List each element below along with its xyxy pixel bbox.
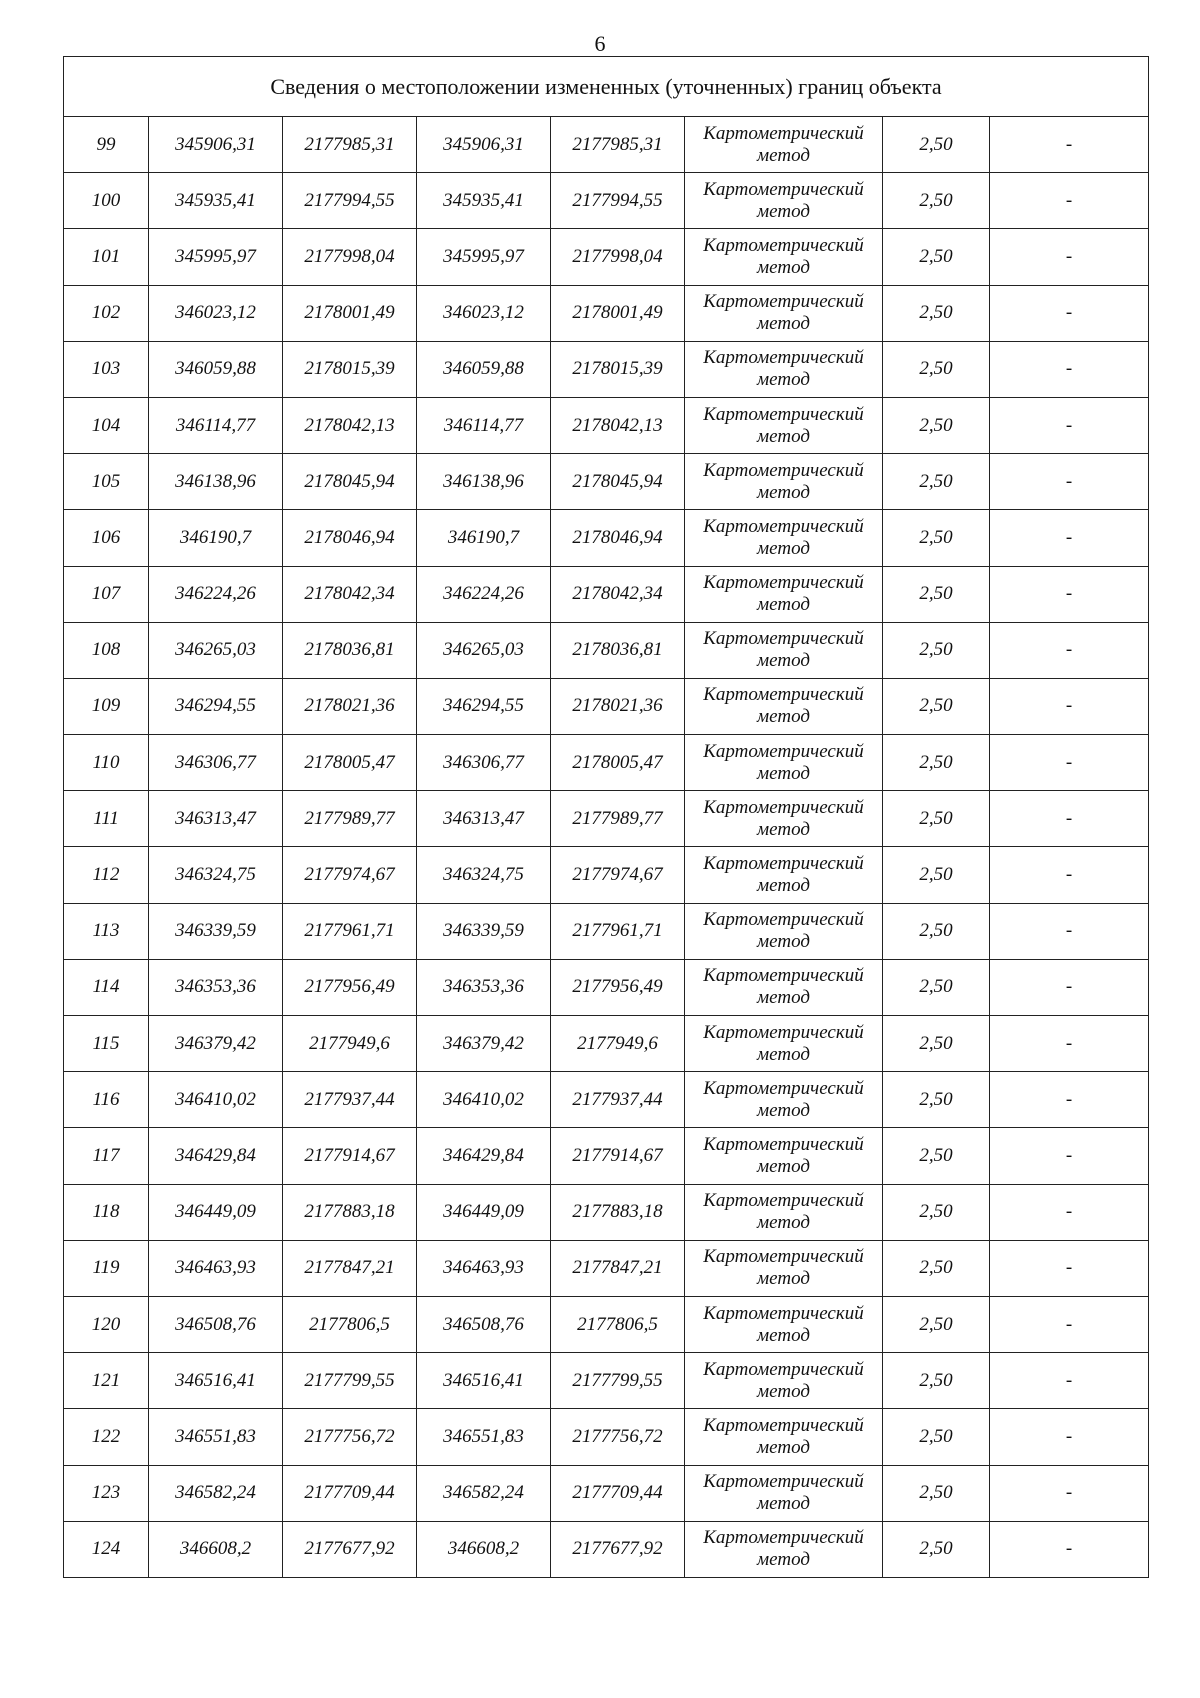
- existing-y-cell: 2178005,47: [283, 735, 417, 791]
- table-title: Сведения о местоположении измененных (уточненных) границ объекта: [64, 57, 1149, 117]
- note-cell: -: [990, 566, 1149, 622]
- accuracy-cell: 2,50: [883, 791, 990, 847]
- refined-y-cell: 2177847,21: [551, 1240, 685, 1296]
- table-row: [64, 1521, 1149, 1577]
- method-line-1: Картометрический: [703, 1471, 864, 1493]
- existing-y-cell: 2177974,67: [283, 847, 417, 903]
- refined-x-cell: 346379,42: [417, 1016, 551, 1072]
- table-row: [64, 1016, 1149, 1072]
- note-cell: -: [990, 959, 1149, 1015]
- method-line-2: метод: [757, 1493, 810, 1515]
- method-line-2: метод: [757, 144, 810, 166]
- refined-y-cell: 2177949,6: [551, 1016, 685, 1072]
- accuracy-cell: 2,50: [883, 341, 990, 397]
- page-number: 6: [594, 31, 606, 56]
- existing-x-cell: 346608,2: [149, 1521, 283, 1577]
- existing-y-cell: 2177883,18: [283, 1184, 417, 1240]
- method-line-2: метод: [757, 1099, 810, 1121]
- accuracy-cell: 2,50: [883, 1016, 990, 1072]
- point-number-cell: 106: [64, 510, 149, 566]
- method-line-1: Картометрический: [703, 1414, 864, 1436]
- note-cell: -: [990, 791, 1149, 847]
- table-row: [64, 1465, 1149, 1521]
- method-line-2: метод: [757, 1436, 810, 1458]
- existing-y-cell: 2177956,49: [283, 959, 417, 1015]
- existing-y-cell: 2177756,72: [283, 1409, 417, 1465]
- method-line-1: Картометрический: [703, 740, 864, 762]
- refined-y-cell: 2177677,92: [551, 1521, 685, 1577]
- method-line-1: Картометрический: [703, 178, 864, 200]
- method-cell: [685, 1016, 883, 1072]
- method-line-1: Картометрический: [703, 965, 864, 987]
- refined-x-cell: 346410,02: [417, 1072, 551, 1128]
- table-row: [64, 791, 1149, 847]
- method-cell: [685, 510, 883, 566]
- point-number-cell: 119: [64, 1240, 149, 1296]
- refined-y-cell: 2178045,94: [551, 454, 685, 510]
- refined-y-cell: 2178042,13: [551, 397, 685, 453]
- accuracy-cell: 2,50: [883, 903, 990, 959]
- existing-x-cell: 346516,41: [149, 1353, 283, 1409]
- existing-x-cell: 346463,93: [149, 1240, 283, 1296]
- refined-y-cell: 2178015,39: [551, 341, 685, 397]
- method-line-2: метод: [757, 1155, 810, 1177]
- method-line-1: Картометрический: [703, 628, 864, 650]
- table-row: [64, 1128, 1149, 1184]
- note-cell: -: [990, 454, 1149, 510]
- method-line-1: Картометрический: [703, 291, 864, 313]
- existing-y-cell: 2177806,5: [283, 1296, 417, 1352]
- refined-x-cell: 345906,31: [417, 117, 551, 173]
- method-cell: [685, 117, 883, 173]
- refined-x-cell: 345935,41: [417, 173, 551, 229]
- method-cell: [685, 903, 883, 959]
- accuracy-cell: 2,50: [883, 229, 990, 285]
- point-number-cell: 107: [64, 566, 149, 622]
- method-line-2: метод: [757, 594, 810, 616]
- method-line-1: Картометрический: [703, 684, 864, 706]
- existing-y-cell: 2177994,55: [283, 173, 417, 229]
- existing-x-cell: 346190,7: [149, 510, 283, 566]
- existing-x-cell: 346582,24: [149, 1465, 283, 1521]
- method-line-2: метод: [757, 537, 810, 559]
- table-row: [64, 1409, 1149, 1465]
- method-cell: [685, 285, 883, 341]
- table-row: [64, 510, 1149, 566]
- refined-x-cell: 346190,7: [417, 510, 551, 566]
- existing-y-cell: 2178015,39: [283, 341, 417, 397]
- accuracy-cell: 2,50: [883, 1409, 990, 1465]
- note-cell: -: [990, 1184, 1149, 1240]
- method-line-1: Картометрический: [703, 459, 864, 481]
- refined-y-cell: 2177937,44: [551, 1072, 685, 1128]
- method-line-1: Картометрический: [703, 909, 864, 931]
- refined-x-cell: 346224,26: [417, 566, 551, 622]
- method-cell: [685, 566, 883, 622]
- accuracy-cell: 2,50: [883, 1521, 990, 1577]
- refined-y-cell: 2178001,49: [551, 285, 685, 341]
- accuracy-cell: 2,50: [883, 735, 990, 791]
- note-cell: -: [990, 1465, 1149, 1521]
- method-cell: [685, 341, 883, 397]
- method-line-1: Картометрический: [703, 403, 864, 425]
- refined-x-cell: 346114,77: [417, 397, 551, 453]
- existing-x-cell: 345935,41: [149, 173, 283, 229]
- note-cell: -: [990, 229, 1149, 285]
- existing-y-cell: 2177709,44: [283, 1465, 417, 1521]
- point-number-cell: 113: [64, 903, 149, 959]
- method-line-1: Картометрический: [703, 796, 864, 818]
- note-cell: -: [990, 285, 1149, 341]
- note-cell: -: [990, 1072, 1149, 1128]
- method-cell: [685, 1072, 883, 1128]
- table-row: [64, 341, 1149, 397]
- accuracy-cell: 2,50: [883, 1353, 990, 1409]
- existing-y-cell: 2177949,6: [283, 1016, 417, 1072]
- table-row: [64, 566, 1149, 622]
- refined-x-cell: 346508,76: [417, 1296, 551, 1352]
- table-row: [64, 678, 1149, 734]
- refined-x-cell: 345995,97: [417, 229, 551, 285]
- point-number-cell: 116: [64, 1072, 149, 1128]
- note-cell: -: [990, 1016, 1149, 1072]
- refined-y-cell: 2178042,34: [551, 566, 685, 622]
- refined-x-cell: 346551,83: [417, 1409, 551, 1465]
- existing-x-cell: 346429,84: [149, 1128, 283, 1184]
- note-cell: -: [990, 173, 1149, 229]
- existing-x-cell: 346410,02: [149, 1072, 283, 1128]
- method-line-2: метод: [757, 256, 810, 278]
- method-line-2: метод: [757, 818, 810, 840]
- refined-x-cell: 346138,96: [417, 454, 551, 510]
- refined-x-cell: 346324,75: [417, 847, 551, 903]
- accuracy-cell: 2,50: [883, 173, 990, 229]
- method-line-2: метод: [757, 762, 810, 784]
- existing-x-cell: 346551,83: [149, 1409, 283, 1465]
- note-cell: -: [990, 510, 1149, 566]
- note-cell: -: [990, 1296, 1149, 1352]
- table-row: [64, 903, 1149, 959]
- accuracy-cell: 2,50: [883, 622, 990, 678]
- existing-x-cell: 346294,55: [149, 678, 283, 734]
- existing-y-cell: 2178045,94: [283, 454, 417, 510]
- accuracy-cell: 2,50: [883, 847, 990, 903]
- method-cell: [685, 1296, 883, 1352]
- existing-y-cell: 2178001,49: [283, 285, 417, 341]
- method-line-1: Картометрический: [703, 853, 864, 875]
- point-number-cell: 104: [64, 397, 149, 453]
- method-line-1: Картометрический: [703, 1246, 864, 1268]
- note-cell: -: [990, 1240, 1149, 1296]
- method-line-1: Картометрический: [703, 234, 864, 256]
- accuracy-cell: 2,50: [883, 117, 990, 173]
- table-row: [64, 1353, 1149, 1409]
- accuracy-cell: 2,50: [883, 1240, 990, 1296]
- refined-x-cell: 346353,36: [417, 959, 551, 1015]
- method-line-1: Картометрический: [703, 515, 864, 537]
- existing-y-cell: 2177985,31: [283, 117, 417, 173]
- note-cell: -: [990, 678, 1149, 734]
- refined-x-cell: 346059,88: [417, 341, 551, 397]
- existing-x-cell: 346379,42: [149, 1016, 283, 1072]
- refined-y-cell: 2178021,36: [551, 678, 685, 734]
- existing-y-cell: 2177677,92: [283, 1521, 417, 1577]
- existing-y-cell: 2177799,55: [283, 1353, 417, 1409]
- method-line-2: метод: [757, 481, 810, 503]
- note-cell: -: [990, 397, 1149, 453]
- refined-x-cell: 346339,59: [417, 903, 551, 959]
- method-line-2: метод: [757, 1268, 810, 1290]
- note-cell: -: [990, 847, 1149, 903]
- existing-x-cell: 346265,03: [149, 622, 283, 678]
- method-line-2: метод: [757, 706, 810, 728]
- point-number-cell: 115: [64, 1016, 149, 1072]
- method-line-1: Картометрический: [703, 1133, 864, 1155]
- table-row: [64, 1240, 1149, 1296]
- refined-x-cell: 346429,84: [417, 1128, 551, 1184]
- refined-x-cell: 346463,93: [417, 1240, 551, 1296]
- method-line-2: метод: [757, 931, 810, 953]
- point-number-cell: 101: [64, 229, 149, 285]
- refined-y-cell: 2177806,5: [551, 1296, 685, 1352]
- method-line-2: метод: [757, 425, 810, 447]
- existing-y-cell: 2178036,81: [283, 622, 417, 678]
- existing-x-cell: 346059,88: [149, 341, 283, 397]
- method-line-1: Картометрический: [703, 1358, 864, 1380]
- existing-x-cell: 346313,47: [149, 791, 283, 847]
- refined-x-cell: 346023,12: [417, 285, 551, 341]
- note-cell: -: [990, 1409, 1149, 1465]
- point-number-cell: 105: [64, 454, 149, 510]
- accuracy-cell: 2,50: [883, 397, 990, 453]
- method-line-2: метод: [757, 650, 810, 672]
- refined-x-cell: 346582,24: [417, 1465, 551, 1521]
- table-row: [64, 847, 1149, 903]
- existing-x-cell: 346114,77: [149, 397, 283, 453]
- table-row: [64, 959, 1149, 1015]
- point-number-cell: 118: [64, 1184, 149, 1240]
- method-line-2: метод: [757, 1212, 810, 1234]
- point-number-cell: 100: [64, 173, 149, 229]
- refined-y-cell: 2177985,31: [551, 117, 685, 173]
- refined-x-cell: 346306,77: [417, 735, 551, 791]
- point-number-cell: 111: [64, 791, 149, 847]
- method-cell: [685, 173, 883, 229]
- note-cell: -: [990, 341, 1149, 397]
- point-number-cell: 108: [64, 622, 149, 678]
- refined-y-cell: 2177998,04: [551, 229, 685, 285]
- refined-x-cell: 346265,03: [417, 622, 551, 678]
- accuracy-cell: 2,50: [883, 1072, 990, 1128]
- method-cell: [685, 847, 883, 903]
- method-line-2: метод: [757, 1043, 810, 1065]
- point-number-cell: 120: [64, 1296, 149, 1352]
- note-cell: -: [990, 1353, 1149, 1409]
- accuracy-cell: 2,50: [883, 510, 990, 566]
- method-cell: [685, 1521, 883, 1577]
- existing-x-cell: 346353,36: [149, 959, 283, 1015]
- existing-y-cell: 2178046,94: [283, 510, 417, 566]
- method-cell: [685, 397, 883, 453]
- point-number-cell: 110: [64, 735, 149, 791]
- point-number-cell: 124: [64, 1521, 149, 1577]
- point-number-cell: 109: [64, 678, 149, 734]
- table-row: [64, 454, 1149, 510]
- method-cell: [685, 1184, 883, 1240]
- existing-y-cell: 2177998,04: [283, 229, 417, 285]
- point-number-cell: 122: [64, 1409, 149, 1465]
- method-cell: [685, 1128, 883, 1184]
- point-number-cell: 114: [64, 959, 149, 1015]
- existing-x-cell: 346339,59: [149, 903, 283, 959]
- method-line-1: Картометрический: [703, 1190, 864, 1212]
- refined-x-cell: 346608,2: [417, 1521, 551, 1577]
- method-line-1: Картометрический: [703, 1021, 864, 1043]
- table-row: [64, 735, 1149, 791]
- point-number-cell: 102: [64, 285, 149, 341]
- method-cell: [685, 678, 883, 734]
- existing-x-cell: 346224,26: [149, 566, 283, 622]
- table-row: [64, 622, 1149, 678]
- accuracy-cell: 2,50: [883, 959, 990, 1015]
- existing-y-cell: 2177914,67: [283, 1128, 417, 1184]
- point-number-cell: 112: [64, 847, 149, 903]
- note-cell: -: [990, 622, 1149, 678]
- method-line-1: Картометрический: [703, 1527, 864, 1549]
- method-line-2: метод: [757, 200, 810, 222]
- table-title-row: [64, 57, 1149, 117]
- table-row: [64, 229, 1149, 285]
- existing-y-cell: 2177847,21: [283, 1240, 417, 1296]
- existing-y-cell: 2177937,44: [283, 1072, 417, 1128]
- existing-x-cell: 346023,12: [149, 285, 283, 341]
- refined-y-cell: 2177799,55: [551, 1353, 685, 1409]
- refined-y-cell: 2177914,67: [551, 1128, 685, 1184]
- accuracy-cell: 2,50: [883, 285, 990, 341]
- refined-x-cell: 346294,55: [417, 678, 551, 734]
- refined-y-cell: 2177709,44: [551, 1465, 685, 1521]
- point-number-cell: 123: [64, 1465, 149, 1521]
- refined-y-cell: 2178005,47: [551, 735, 685, 791]
- existing-x-cell: 345906,31: [149, 117, 283, 173]
- existing-x-cell: 345995,97: [149, 229, 283, 285]
- existing-y-cell: 2177989,77: [283, 791, 417, 847]
- method-line-1: Картометрический: [703, 122, 864, 144]
- method-cell: [685, 622, 883, 678]
- note-cell: -: [990, 117, 1149, 173]
- method-line-2: метод: [757, 1380, 810, 1402]
- boundary-coordinates-table: [63, 56, 1149, 1578]
- method-line-1: Картометрический: [703, 572, 864, 594]
- point-number-cell: 103: [64, 341, 149, 397]
- table-row: [64, 117, 1149, 173]
- refined-x-cell: 346449,09: [417, 1184, 551, 1240]
- refined-x-cell: 346516,41: [417, 1353, 551, 1409]
- table-row: [64, 1184, 1149, 1240]
- method-line-1: Картометрический: [703, 1077, 864, 1099]
- existing-x-cell: 346508,76: [149, 1296, 283, 1352]
- accuracy-cell: 2,50: [883, 1184, 990, 1240]
- method-line-2: метод: [757, 369, 810, 391]
- method-line-2: метод: [757, 313, 810, 335]
- note-cell: -: [990, 1521, 1149, 1577]
- table-row: [64, 173, 1149, 229]
- existing-y-cell: 2178042,13: [283, 397, 417, 453]
- existing-y-cell: 2177961,71: [283, 903, 417, 959]
- table-body: [64, 57, 1149, 1578]
- point-number-cell: 121: [64, 1353, 149, 1409]
- method-line-1: Картометрический: [703, 1302, 864, 1324]
- refined-y-cell: 2177961,71: [551, 903, 685, 959]
- existing-x-cell: 346449,09: [149, 1184, 283, 1240]
- method-cell: [685, 454, 883, 510]
- method-line-2: метод: [757, 1549, 810, 1571]
- existing-x-cell: 346324,75: [149, 847, 283, 903]
- method-line-2: метод: [757, 1324, 810, 1346]
- method-line-1: Картометрический: [703, 347, 864, 369]
- existing-x-cell: 346306,77: [149, 735, 283, 791]
- refined-y-cell: 2177956,49: [551, 959, 685, 1015]
- refined-y-cell: 2177756,72: [551, 1409, 685, 1465]
- note-cell: -: [990, 735, 1149, 791]
- refined-x-cell: 346313,47: [417, 791, 551, 847]
- method-cell: [685, 1465, 883, 1521]
- method-cell: [685, 1240, 883, 1296]
- method-line-2: метод: [757, 987, 810, 1009]
- method-cell: [685, 735, 883, 791]
- table-row: [64, 1296, 1149, 1352]
- existing-x-cell: 346138,96: [149, 454, 283, 510]
- refined-y-cell: 2178046,94: [551, 510, 685, 566]
- existing-y-cell: 2178021,36: [283, 678, 417, 734]
- point-number-cell: 117: [64, 1128, 149, 1184]
- method-cell: [685, 791, 883, 847]
- method-line-2: метод: [757, 875, 810, 897]
- accuracy-cell: 2,50: [883, 454, 990, 510]
- table-row: [64, 285, 1149, 341]
- accuracy-cell: 2,50: [883, 678, 990, 734]
- accuracy-cell: 2,50: [883, 1128, 990, 1184]
- table-row: [64, 1072, 1149, 1128]
- table-row: [64, 397, 1149, 453]
- accuracy-cell: 2,50: [883, 1465, 990, 1521]
- method-cell: [685, 959, 883, 1015]
- refined-y-cell: 2177994,55: [551, 173, 685, 229]
- refined-y-cell: 2178036,81: [551, 622, 685, 678]
- note-cell: -: [990, 1128, 1149, 1184]
- existing-y-cell: 2178042,34: [283, 566, 417, 622]
- refined-y-cell: 2177989,77: [551, 791, 685, 847]
- method-cell: [685, 229, 883, 285]
- refined-y-cell: 2177974,67: [551, 847, 685, 903]
- accuracy-cell: 2,50: [883, 1296, 990, 1352]
- method-cell: [685, 1353, 883, 1409]
- point-number-cell: 99: [64, 117, 149, 173]
- accuracy-cell: 2,50: [883, 566, 990, 622]
- note-cell: -: [990, 903, 1149, 959]
- method-cell: [685, 1409, 883, 1465]
- refined-y-cell: 2177883,18: [551, 1184, 685, 1240]
